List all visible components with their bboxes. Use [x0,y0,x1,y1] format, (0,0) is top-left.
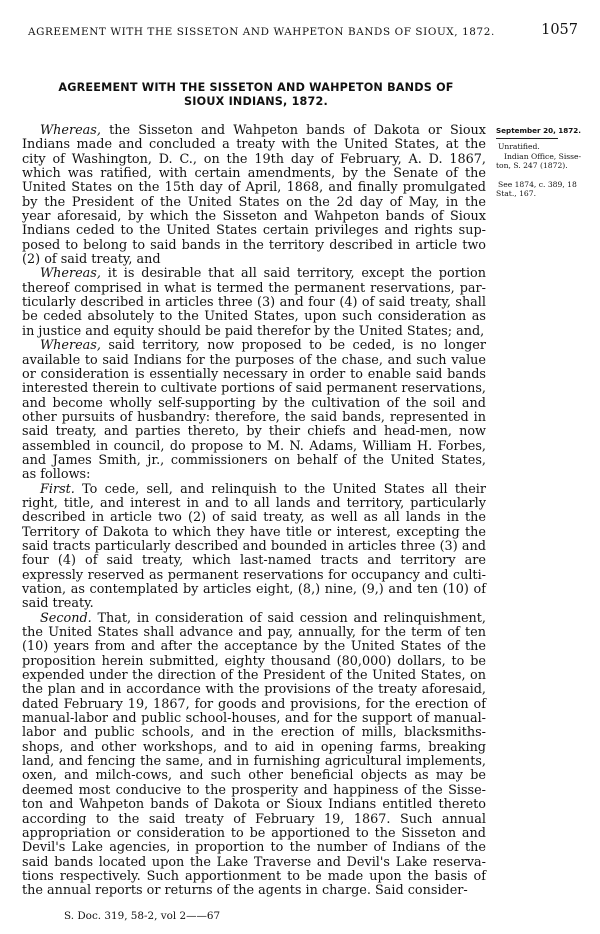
line-text: the Sisseton and Wahpeton bands of Dakota or Sioux [100,123,486,138]
line-text: the United States shall advance and pay, annually, for the term of ten [22,625,486,641]
line-text: ticularly described in articles three (3) and four (4) of said treaty, shall [22,295,486,311]
text-line [22,554,486,568]
line-text: according to the said treaty of February 19, 1867. Such annual [22,811,486,827]
page-number: 1057 [541,22,578,38]
text-line [22,167,486,181]
line-text: tions respectively. Such apportionment to be made upon the basis of [22,868,486,884]
margin-note-see-ref: See 1874, c. 389, 18 [498,179,577,189]
line-text: which was ratified, with certain amendments, by the Senate of the [22,166,486,182]
text-line [22,310,486,324]
line-text: year aforesaid, by which the Sisseton and Wahpeton bands of Sioux [22,209,486,225]
text-line [22,239,486,253]
line-text: said treaty. [22,596,94,612]
text-line [22,354,486,368]
text-line [22,325,486,339]
text-line [22,296,486,310]
line-text: ton and Wahpeton bands of Dakota or Sioux Indians entitled thereto [22,797,486,813]
paragraph-lead: Second. [40,610,92,626]
text-line [22,526,486,540]
text-line [22,224,486,238]
line-text: deemed most conducive to the prosperity and happiness of the Sisse- [22,782,486,798]
text-line [22,468,486,482]
text-line [22,884,486,898]
text-line [22,483,486,497]
line-text: four (4) of said treaty, which last-named tracts and territory are [22,553,486,569]
line-text: said treaty, and parties thereto, by their chiefs and head-men, now [22,424,486,440]
line-text: Indians ceded to the United States certain privileges and rights sup- [22,223,486,239]
text-line [22,454,486,468]
line-text: in justice and equity should be paid therefor by the United States; and, [22,323,485,339]
text-line [22,856,486,870]
text-line [22,698,486,712]
text-line [22,210,486,224]
line-text: described in article two (2) of said treaty, as well as all lands in the [22,510,486,526]
line-text: be ceded absolutely to the United States, upon such consideration as [22,309,486,325]
text-line [22,712,486,726]
line-text: (10) years from and after the acceptance by the United States of the [22,639,486,655]
text-line [22,368,486,382]
text-line [22,669,486,683]
line-text: That, in consideration of said cession and relinquishment, [91,610,486,626]
text-line [22,640,486,654]
line-text: interested therein to cultivate portions of said permanent reservations, [22,381,486,397]
text-line [22,841,486,855]
line-text: and James Smith, jr., commissioners on behalf of the United States, [22,452,486,468]
document-title [22,81,490,109]
line-text: right, title, and interest in and to all lands and territory, particularly [22,495,486,511]
text-line [22,540,486,554]
paragraph-lead: Whereas, [40,266,101,282]
line-text: expressly reserved as permanent reservations for occupancy and culti- [22,567,486,583]
line-text: said tracts particularly described and bounded in articles three (3) and [22,538,486,554]
document-title-line-1: AGREEMENT WITH THE SISSETON AND WAHPETON BANDS OF [58,81,454,94]
text-line [22,597,486,611]
text-line [22,726,486,740]
text-line [22,612,486,626]
line-text: as follows: [22,467,91,483]
line-text: expended under the direction of the President of the United States, on [22,668,486,684]
text-line [22,196,486,210]
line-text: the annual reports or returns of the agents in charge. Said consider- [22,883,468,899]
line-text: oxen, and milch-cows, and such other beneficial objects as may be [22,768,486,784]
text-line [22,511,486,525]
text-line [22,124,486,138]
text-line [22,626,486,640]
text-line [22,411,486,425]
line-text: appropriation or consideration to be apportioned to the Sisseton and [22,825,486,841]
margin-note-see-ref-cont: Stat., 167. [496,189,536,199]
line-text: dated February 19, 1867, for goods and provisions, for the erection of [22,696,486,712]
margin-note-office-ref: Indian Office, Sisse- [504,151,582,161]
text-line [22,583,486,597]
text-line [22,769,486,783]
line-text: posed to belong to said bands in the territory described in article two [22,237,486,253]
line-text: Indians made and concluded a treaty with the United States, at the [22,137,486,153]
margin-note-status: Unratified. [498,142,540,152]
paragraph-lead: Whereas, [40,338,101,354]
text-line [22,569,486,583]
text-line [22,683,486,697]
text-line [22,267,486,281]
text-line [22,655,486,669]
body-text [22,124,486,899]
footer-signature: S. Doc. 319, 58-2, vol 2——67 [64,910,221,922]
line-text: manual-labor and public school-houses, and for the support of manual- [22,711,486,727]
text-line [22,497,486,511]
paragraph-lead: First. [40,481,75,497]
text-line [22,813,486,827]
line-text: available to said Indians for the purposes of the chase, and such value [22,352,486,368]
margin-note-date: September 20, 1872. [496,126,582,135]
line-text: labor and public schools, and in the erection of mills, blacksmiths- [22,725,486,741]
line-text: Territory of Dakota to which they have title or interest, excepting the [22,524,486,540]
text-line [22,741,486,755]
line-text: land, and fencing the same, and in furnishing agricultural implements, [22,754,486,770]
text-line [22,138,486,152]
line-text: by the President of the United States on the 2d day of May, in the [22,194,486,210]
line-text: United States on the 15th day of April, 1868, and finally promulgated [22,180,486,196]
text-line [22,425,486,439]
line-text: (2) of said treaty, and [22,252,161,268]
line-text: or consideration is essentially necessary in order to enable said bands [22,366,486,382]
line-text: said bands located upon the Lake Traverse and Devil's Lake reserva- [22,854,486,870]
paragraph-lead: Whereas, [40,123,101,138]
text-line [22,755,486,769]
line-text: Devil's Lake agencies, in proportion to the number of Indians of the [22,840,486,856]
line-text: said territory, now proposed to be ceded, is no longer [100,338,486,354]
line-text: it is desirable that all said territory, except the portion [100,266,486,282]
text-line [22,153,486,167]
text-line [22,253,486,267]
line-text: city of Washington, D. C., on the 19th day of February, A. D. 1867, [22,151,486,167]
text-line [22,870,486,884]
line-text: vation, as contemplated by articles eight, (8,) nine, (9,) and ten (10) of [22,582,486,597]
text-line [22,784,486,798]
text-line [22,181,486,195]
text-line [22,339,486,353]
margin-note-divider [496,138,558,139]
text-line [22,440,486,454]
margin-note-office-ref-cont: ton, S. 247 (1872). [496,161,568,171]
line-text: the plan and in accordance with the provisions of the treaty aforesaid, [22,682,486,698]
line-text: thereof comprised in what is termed the permanent reservations, par- [22,280,486,296]
running-head [28,22,578,42]
line-text: assembled in council, do propose to M. N. Adams, William H. Forbes, [22,438,486,454]
line-text: shops, and other workshops, and to aid in opening farms, breaking [22,739,486,755]
text-line [22,282,486,296]
margin-notes [496,126,596,198]
line-text: proposition herein submitted, eighty thousand (80,000) dollars, to be [22,653,486,669]
text-line [22,382,486,396]
line-text: To cede, sell, and relinquish to the United States all their [74,481,486,497]
line-text: other pursuits of husbandry: therefore, the said bands, represented in [22,409,486,425]
document-title-line-2: SIOUX INDIANS, 1872. [184,95,328,108]
line-text: and become wholly self-supporting by the cultivation of the soil and [22,395,486,411]
text-line [22,827,486,841]
running-head-title: AGREEMENT WITH THE SISSETON AND WAHPETON BANDS OF SIOUX, 1872. [28,26,495,38]
text-line [22,397,486,411]
text-line [22,798,486,812]
